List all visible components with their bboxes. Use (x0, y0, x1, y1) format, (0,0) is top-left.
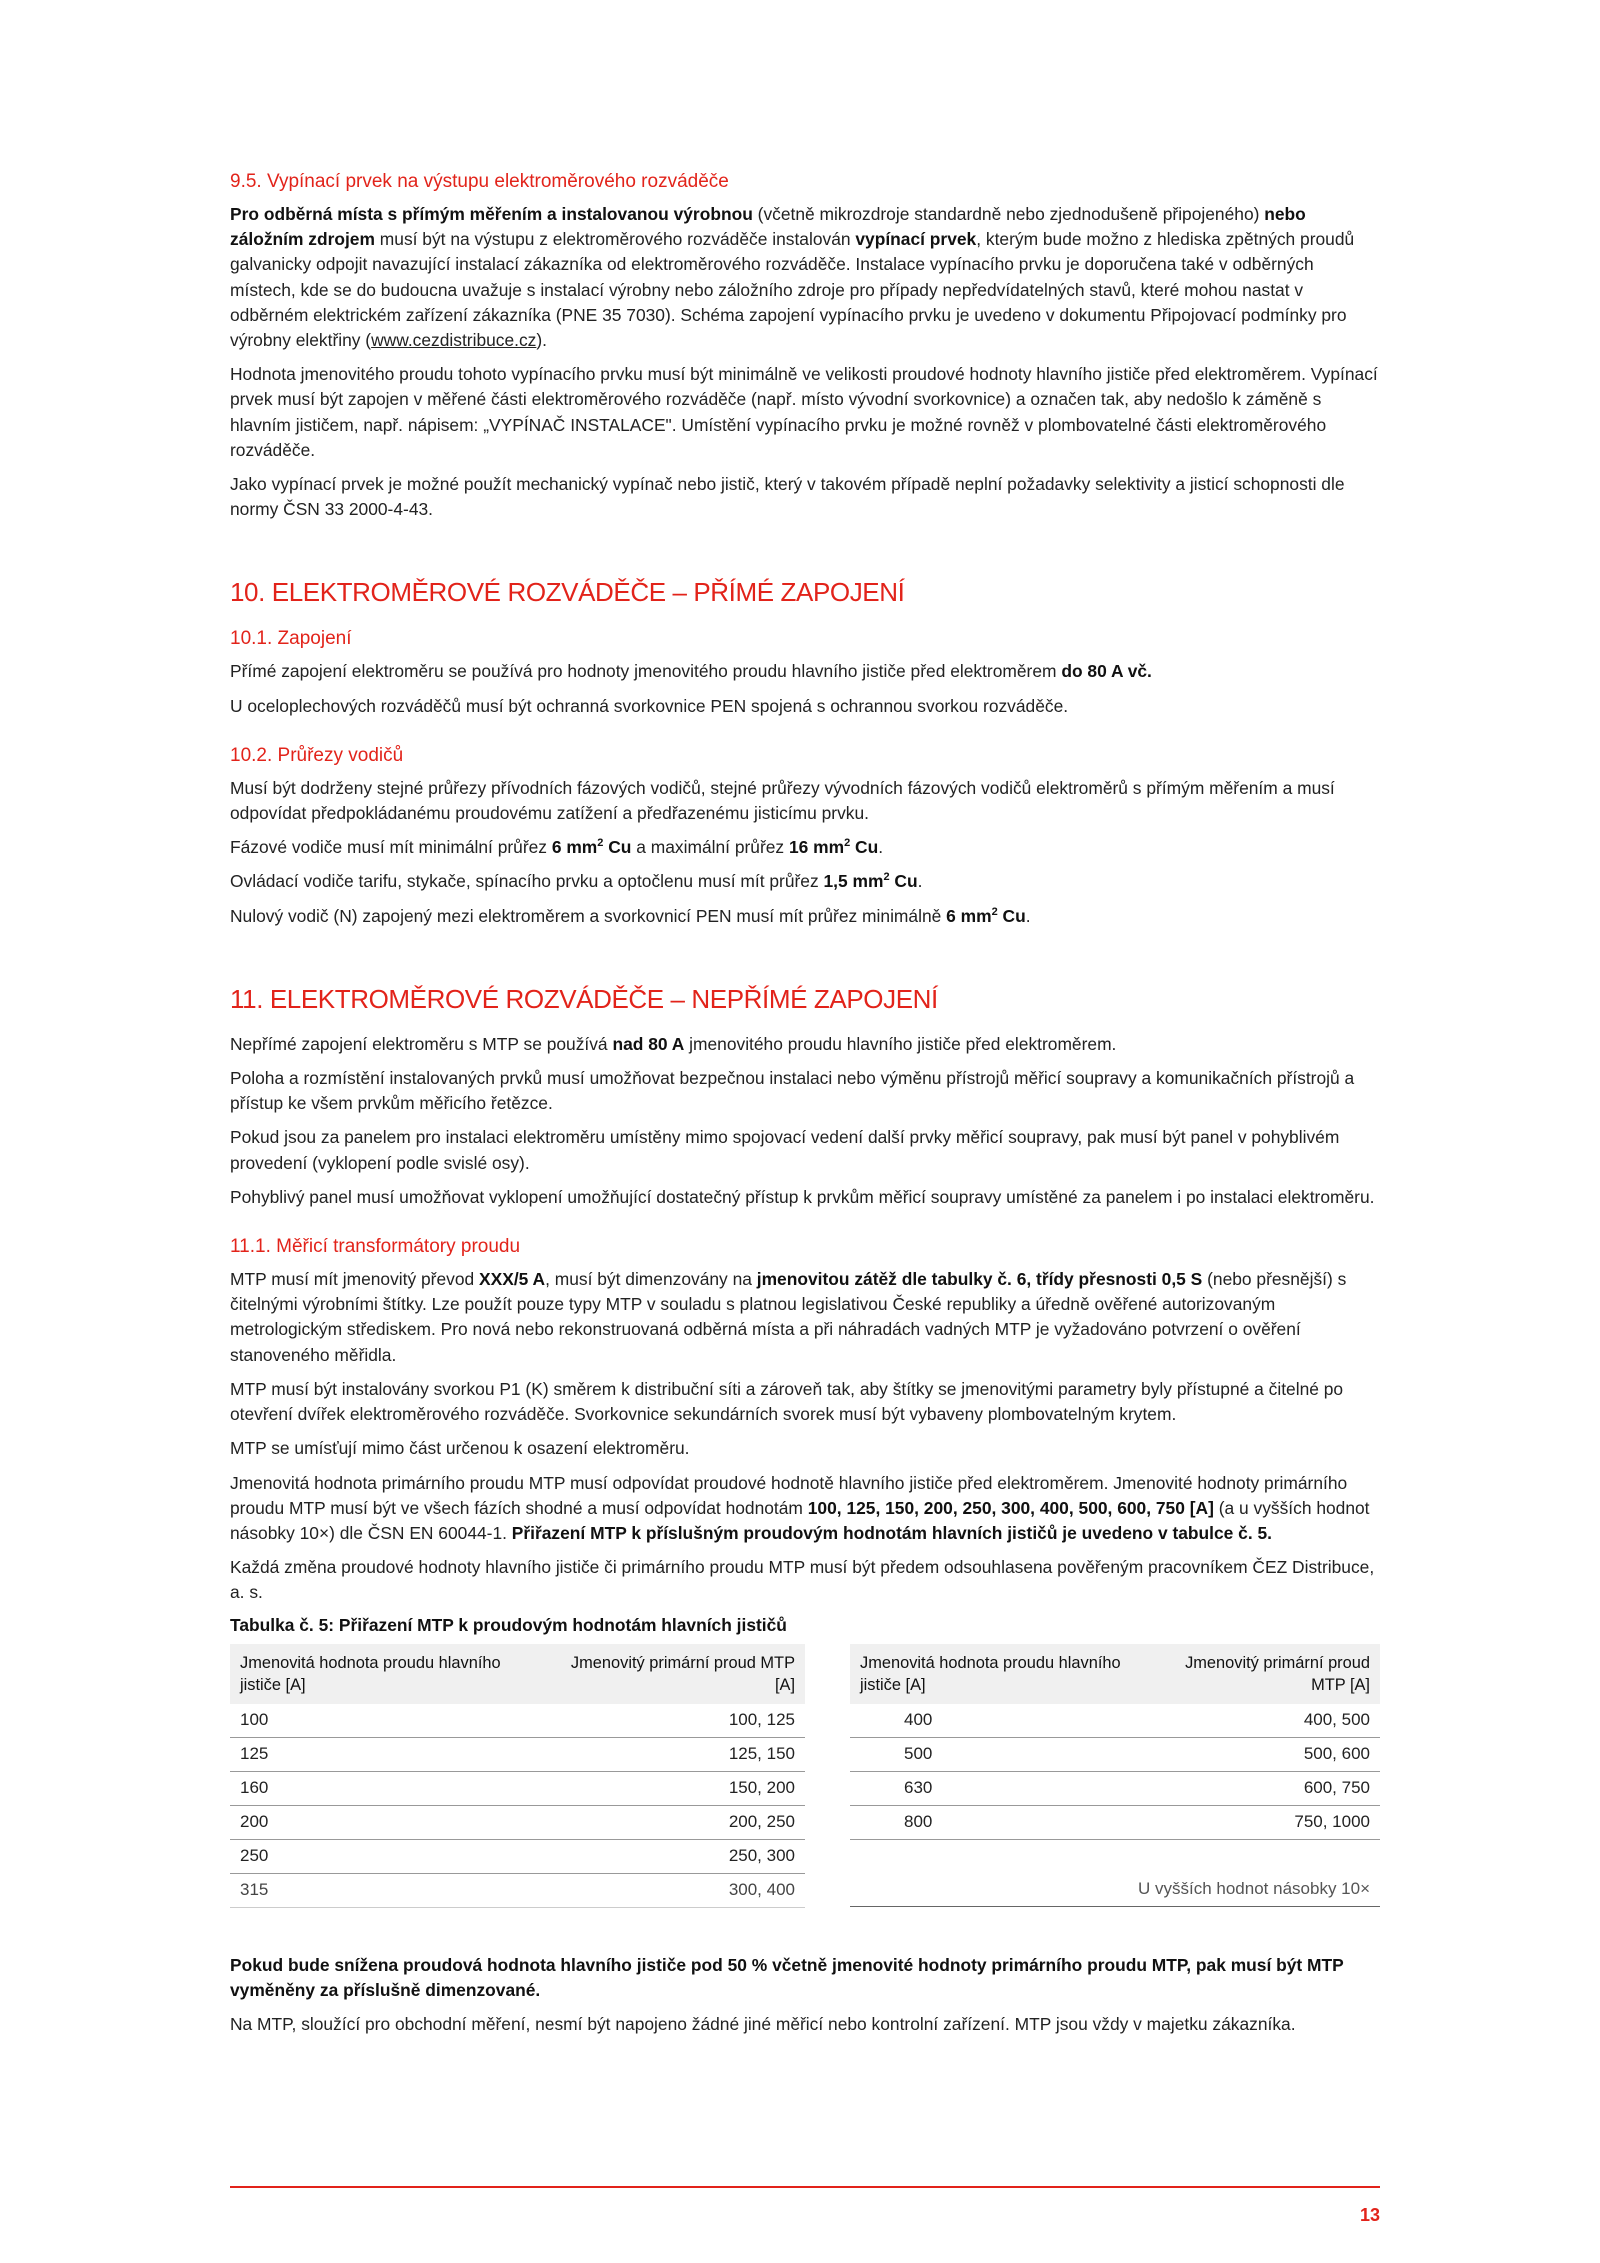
page-content (230, 168, 1380, 2046)
paragraph: Pro odběrná místa s přímým měřením a instalovanou výrobnou (včetně mikrozdroje standardně nebo zjednodušeně připojeného) nebo záložním zdrojem musí být na výstupu z elektroměrového rozváděče instalován vypínací prvek, kterým bude možno z hlediska zpětných proudů galvanicky odpojit navazující instalací zákazníka od elektroměrového rozváděče. Instalace vypínacího prvku je doporučena také v odběrných místech, kde se do budoucna uvažuje s instalací výrobny nebo záložního zdroje pro případy nepředvídatelných stavů, které mohou nastat v odběrném elektrickém zařízení zákazníka (PNE 35 7030). Schéma zapojení vypínacího prvku je uvedeno v dokumentu Připojovací podmínky pro výrobny elektřiny (www.cezdistribuce.cz). (230, 204, 1355, 351)
table-row: 630 600, 750 (850, 1771, 1380, 1805)
table-row: 250 250, 300 (230, 1839, 805, 1873)
section-11-heading: 11. ELEKTROMĚROVÉ ROZVÁDĚČE – NEPŘÍMÉ ZAPOJENÍ (230, 983, 938, 1014)
paragraph: Fázové vodiče musí mít minimální průřez 6 $mm^2$ Cu a maximální průřez 16 $mm^2$ Cu. (230, 837, 884, 858)
paragraph: Jmenovitá hodnota primárního proudu MTP musí odpovídat proudové hodnotě hlavního jističe před elektroměrem. Jmenovité hodnoty primárního proudu MTP musí být ve všech fázích shodné a musí odpovídat hodnotám 100, 125, 150, 200, 250, 300, 400, 500, 600, 750 [A] (a u vyšších hodnot násobky 10×) dle ČSN EN 60044-1. Přiřazení MTP k příslušným proudovým hodnotám hlavních jističů je uvedeno v tabulce č. 5. (230, 1472, 1370, 1543)
table-row: 160 150, 200 (230, 1771, 805, 1805)
paragraph: Nepřímé zapojení elektroměru s MTP se používá nad 80 A jmenovitého proudu hlavního jističe před elektroměrem. (230, 1033, 1117, 1054)
paragraph: Přímé zapojení elektroměru se používá pro hodnoty jmenovitého proudu hlavního jističe před elektroměrem do 80 A vč. (230, 661, 1152, 682)
column-header: Jmenovitý primární proud MTP [A] (555, 1644, 806, 1704)
table-row: 200 200, 250 (230, 1805, 805, 1839)
section-11-1-heading: 11.1. Měřicí transformátory proudu (230, 1236, 521, 1258)
table-note: U vyšších hodnot násobky 10× (850, 1873, 1380, 1907)
section-10-2-heading: 10.2. Průřezy vodičů (230, 744, 404, 766)
mtp-tables (230, 1644, 1380, 1939)
page-number: 13 (1359, 2205, 1380, 2225)
table-row: 400 400, 500 (850, 1704, 1380, 1738)
mtp-table-left (230, 1644, 805, 1908)
paragraph: Nulový vodič (N) zapojený mezi elektroměrem a svorkovnicí PEN musí mít průřez minimálně 6 $mm^2$ Cu. (230, 905, 1031, 926)
section-10-heading: 10. ELEKTROMĚROVÉ ROZVÁDĚČE – PŘÍMÉ ZAPOJENÍ (230, 577, 905, 608)
paragraph: Pohyblivý panel musí umožňovat vyklopení umožňující dostatečný přístup k prvkům měřicí soupravy umístěné za panelem i po instalaci elektroměru. (230, 1186, 1375, 1207)
table-row: 315 300, 400 (230, 1873, 805, 1907)
paragraph: Jako vypínací prvek je možné použít mechanický vypínač nebo jistič, který v takovém případě neplní požadavky selektivity a jisticí schopnosti dle normy ČSN 33 2000-4-43. (230, 474, 1345, 520)
paragraph: Pokud bude snížena proudová hodnota hlavního jističe pod 50 % včetně jmenovité hodnoty primárního proudu MTP, pak musí být MTP vyměněny za příslušně dimenzované. (230, 1954, 1344, 2000)
section-10-1-heading: 10.1. Zapojení (230, 628, 352, 650)
paragraph: MTP musí mít jmenovitý převod XXX/5 A, musí být dimenzovány na jmenovitou zátěž dle tabulky č. 6, třídy přesnosti 0,5 S (nebo přesnější) s čitelnými výrobními štítky. Lze použít pouze typy MTP v souladu s platnou legislativou České republiky a úředně ověřené autorizovaným metrologickým střediskem. Pro nová nebo rekonstruovaná odběrná místa a při náhradách vadných MTP je vyžadováno potvrzení o ověření stanoveného měřidla. (230, 1269, 1347, 1365)
mtp-table-right (850, 1644, 1380, 1907)
paragraph: Hodnota jmenovitého proudu tohoto vypínacího prvku musí být minimálně ve velikosti proudové hodnoty hlavního jističe před elektroměrem. Vypínací prvek musí být zapojen v měřené části elektroměrového rozváděče (např. místo vývodní svorkovnice) a označen tak, aby nedošlo k záměně s hlavním jističem, např. nápisem: „VYPÍNAČ INSTALACE". Umístění vypínacího prvku je možné rovněž v plombovatelné části elektroměrového rozváděče. (230, 364, 1378, 460)
column-header: Jmenovitá hodnota proudu hlavního jističe [A] (850, 1644, 1148, 1704)
paragraph: Poloha a rozmístění instalovaných prvků musí umožňovat bezpečnou instalaci nebo výměnu přístrojů měřicí soupravy a komunikačních přístrojů a přístup ke všem prvkům měřicího řetězce. (230, 1068, 1355, 1114)
footer-divider (230, 2186, 1380, 2188)
table-caption: Tabulka č. 5: Přiřazení MTP k proudovým hodnotám hlavních jističů (230, 1614, 787, 1635)
paragraph: U oceloplechových rozváděčů musí být ochranná svorkovnice PEN spojená s ochrannou svorkou rozváděče. (230, 695, 1069, 716)
paragraph: Každá změna proudové hodnoty hlavního jističe či primárního proudu MTP musí být předem odsouhlasena pověřeným pracovníkem ČEZ Distribuce, a. s. (230, 1557, 1375, 1603)
column-header: Jmenovitý primární proud MTP [A] (1148, 1644, 1380, 1704)
paragraph: Musí být dodrženy stejné průřezy přívodních fázových vodičů, stejné průřezy vývodních fázových vodičů elektroměrů s přímým měřením a musí odpovídat předpokládanému proudovému zatížení a předřazenému jisticímu prvku. (230, 777, 1335, 824)
paragraph: MTP se umísťují mimo část určenou k osazení elektroměru. (230, 1438, 690, 1459)
paragraph: Ovládací vodiče tarifu, stykače, spínacího prvku a optočlenu musí mít průřez 1,5 $mm^2$ Cu. (230, 871, 923, 892)
paragraph: Na MTP, sloužící pro obchodní měření, nesmí být napojeno žádné jiné měřicí nebo kontrolní zařízení. MTP jsou vždy v majetku zákazníka. (230, 2013, 1296, 2034)
table-row: 800 750, 1000 (850, 1805, 1380, 1839)
table-row (850, 1839, 1380, 1873)
paragraph: Pokud jsou za panelem pro instalaci elektroměru umístěny mimo spojovací vedení další prvky měřicí soupravy, pak musí být panel v pohyblivém provedení (vyklopení podle svislé osy). (230, 1127, 1340, 1173)
cezdistribuce-link[interactable]: www.cezdistribuce.cz (371, 330, 537, 351)
table-note-row (850, 1873, 1380, 1907)
table-row: 125 125, 150 (230, 1737, 805, 1771)
table-row: 500 500, 600 (850, 1737, 1380, 1771)
table-row: 100 100, 125 (230, 1704, 805, 1738)
column-header: Jmenovitá hodnota proudu hlavního jističe [A] (230, 1644, 555, 1704)
paragraph: MTP musí být instalovány svorkou P1 (K) směrem k distribuční síti a zároveň tak, aby štítky se jmenovitými parametry byly přístupné a čitelné po otevření dvířek elektroměrového rozváděče. Svorkovnice sekundárních svorek musí být vybaveny plombovatelným krytem. (230, 1378, 1344, 1425)
section-9-5-heading: 9.5. Vypínací prvek na výstupu elektroměrového rozváděče (230, 171, 729, 192)
